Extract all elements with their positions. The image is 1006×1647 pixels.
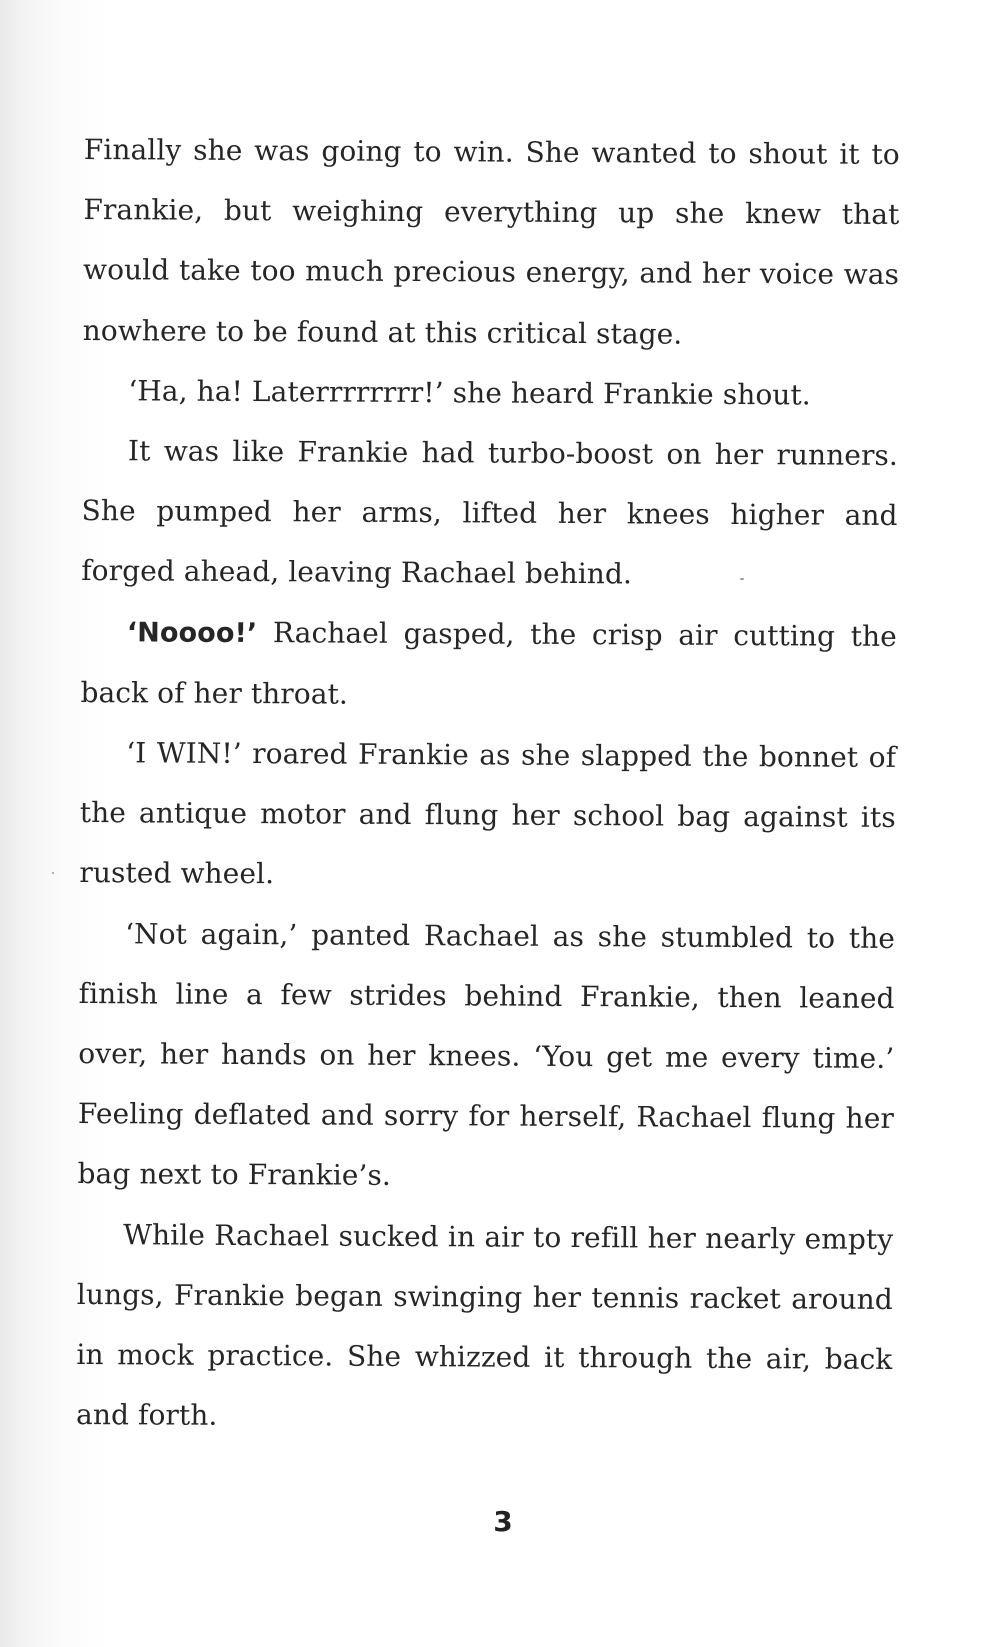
shout-text: ‘Noooo!’ xyxy=(126,616,258,649)
paragraph: It was like Frankie had turbo-boost on her runners. She pumped her arms, lifted her knees higher and forged ahead, leaving Rachael behind. xyxy=(81,434,899,591)
paragraph: ‘I WIN!’ roared Frankie as she slapped the bonnet of the antique motor and flung her school bag against its rusted wheel. xyxy=(79,736,897,891)
paragraph xyxy=(80,602,897,728)
scan-speck xyxy=(740,578,744,580)
paragraph: ‘Not again,’ panted Rachael as she stumbled to the finish line a few strides behind Frankie, then leaned over, her hands on her knees. ‘You get me every time.’ Feeling deflated and sorry for herself, Rachael flung her bag next to Frankie’s. xyxy=(77,916,896,1193)
body-text xyxy=(76,120,900,1450)
page-number: 3 xyxy=(493,1505,513,1538)
paragraph: While Rachael sucked in air to refill her nearly empty lungs, Frankie began swinging her tennis racket around in mock practice. She whizzed it through the air, back and forth. xyxy=(75,1217,894,1433)
paragraph-text: Rachael gasped, the crisp air cutting the back of her throat. xyxy=(80,615,897,711)
paragraph: Finally she was going to win. She wanted to shout it to Frankie, but weighing everything up she knew that would take too much precious energy, and her voice was nowhere to be found at this critical stage. xyxy=(82,132,900,351)
scan-speck xyxy=(52,872,54,874)
paragraph: ‘Ha, ha! Laterrrrrrrr!’ she heard Frankie shout. xyxy=(128,374,811,412)
